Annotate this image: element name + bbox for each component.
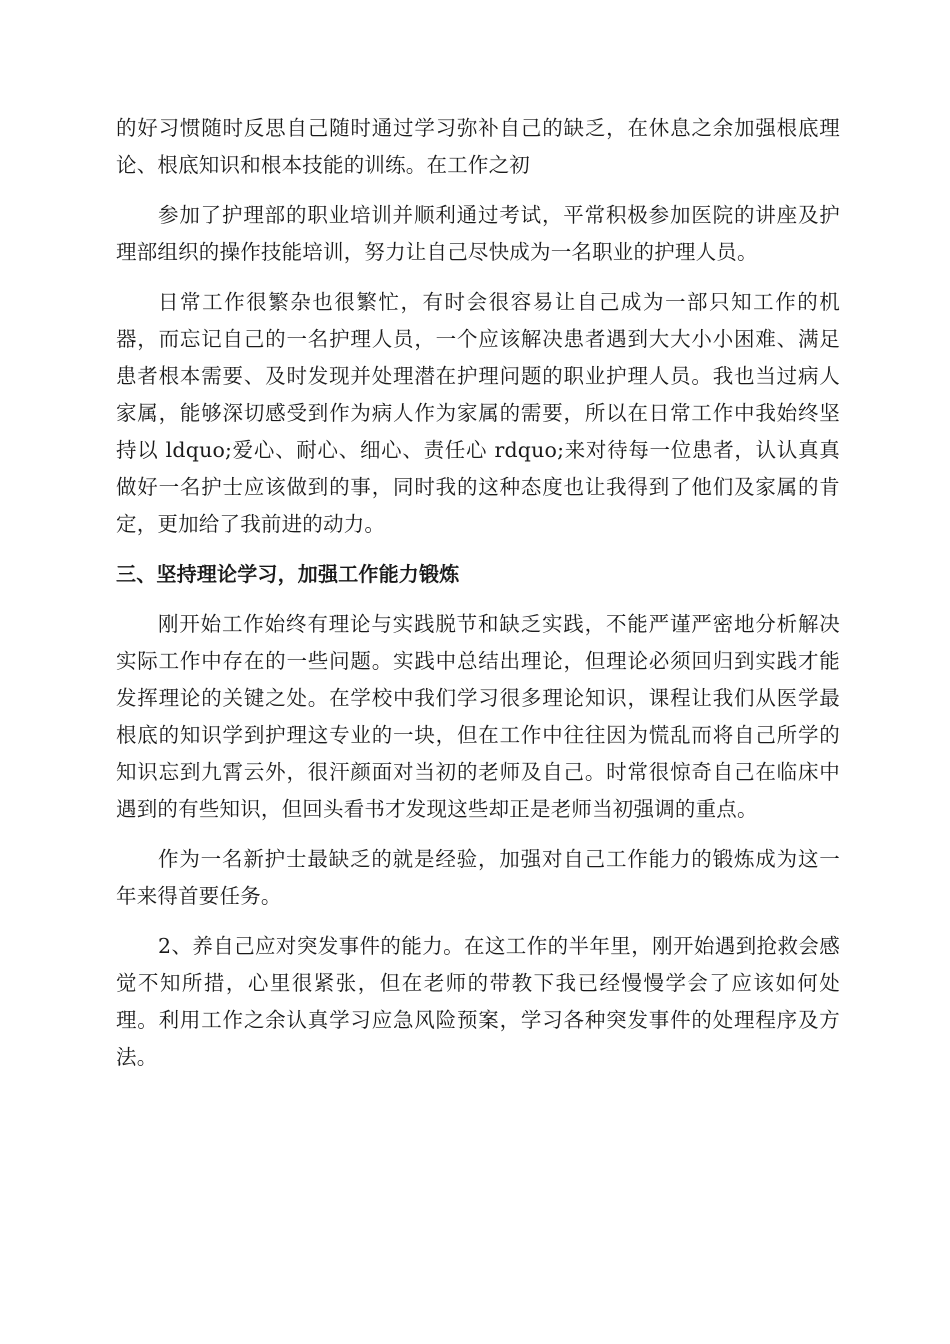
paragraph-daily-work: 日常工作很繁杂也很繁忙，有时会很容易让自己成为一部只知工作的机器，而忘记自己的一名护理人员，一个应该解决患者遇到大大小小困难、满足患者根本需要、及时发现并处理潜在护理问题的职业护理人员。我也当过病人家属，能够深切感受到作为病人作为家属的需要，所以在日常工作中我始终坚持以 ldquo;爱心、耐心、细心、责任心 rdquo;来对待每一位患者，认认真真做好一名护士应该做到的事，同时我的这种态度也让我得到了他们及家属的肯定，更加给了我前进的动力。 — [116, 290, 840, 536]
paragraph-theory-practice: 刚开始工作始终有理论与实践脱节和缺乏实践，不能严谨严密地分析解决实际工作中存在的一些问题。实践中总结出理论，但理论必须回归到实践才能发挥理论的关键之处。在学校中我们学习很多理论知识，课程让我们从医学最根底的知识学到护理这专业的一块，但在工作中往往因为慌乱而将自己所学的知识忘到九霄云外，很汗颜面对当初的老师及自己。时常很惊奇自己在临床中遇到的有些知识，但回头看书才发现这些却正是老师当初强调的重点。 — [116, 612, 840, 821]
document-body — [116, 110, 840, 1076]
paragraph-training: 参加了护理部的职业培训并顺利通过考试，平常积极参加医院的讲座及护理部组织的操作技能培训，努力让自己尽快成为一名职业的护理人员。 — [116, 203, 840, 264]
section-heading: 三、坚持理论学习，加强工作能力锻炼 — [116, 562, 460, 586]
paragraph-experience: 作为一名新护士最缺乏的就是经验，加强对自己工作能力的锻炼成为这一年来得首要任务。 — [116, 847, 840, 908]
paragraph-continuation: 的好习惯随时反思自己随时通过学习弥补自己的缺乏，在休息之余加强根底理论、根底知识和根本技能的训练。在工作之初 — [116, 116, 840, 177]
paragraph-emergency: 2、养自己应对突发事件的能力。在这工作的半年里，刚开始遇到抢救会感觉不知所措，心里很紧张，但在老师的带教下我已经慢慢学会了应该如何处理。利用工作之余认真学习应急风险预案，学习各种突发事件的处理程序及方法。 — [116, 934, 840, 1069]
